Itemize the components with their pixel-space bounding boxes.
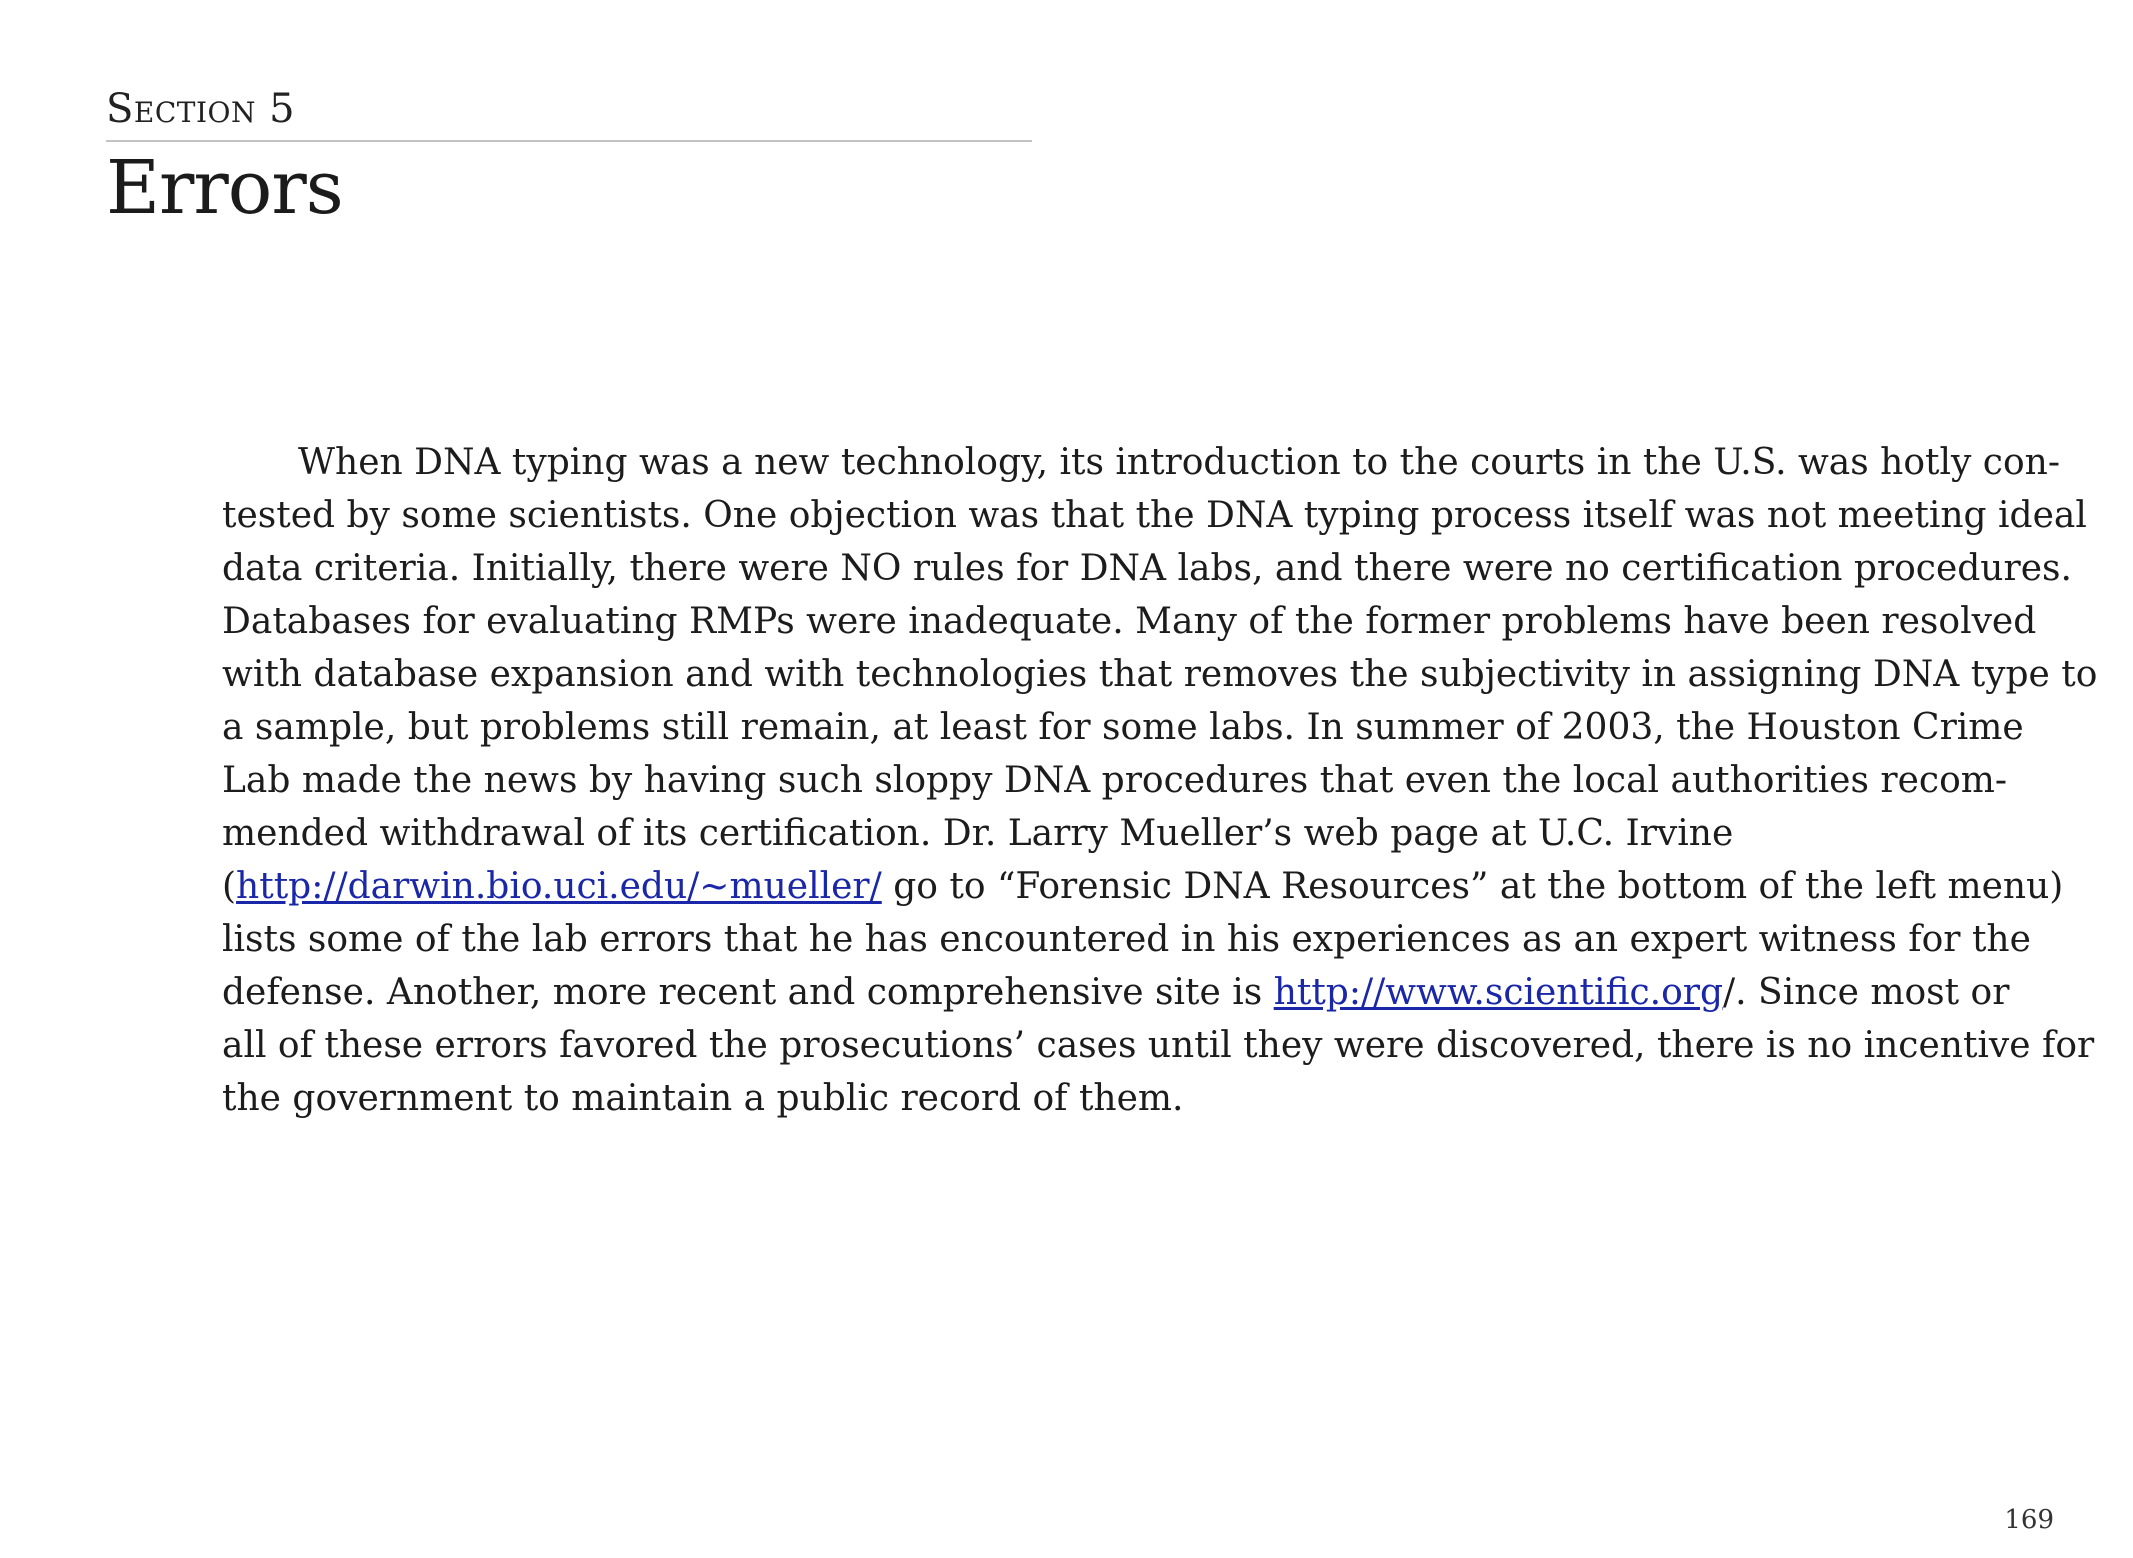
body-paragraph: [222, 436, 2098, 1125]
section-label: Section 5: [106, 86, 296, 132]
paragraph-line-with-link: [222, 966, 2010, 1019]
paragraph-line: with database expansion and with technologies that removes the subjectivity in assigning DNA type to: [222, 654, 2098, 695]
paragraph-line-with-link: [222, 860, 2064, 913]
paragraph-line: all of these errors favored the prosecutions’ cases until they were discovered, there is no incentive for: [222, 1025, 2095, 1066]
paragraph-line: data criteria. Initially, there were NO rules for DNA labs, and there were no certification procedures.: [222, 548, 2072, 589]
page-title: Errors: [106, 145, 343, 231]
scientific-org-link[interactable]: http://www.scientific.org: [1273, 972, 1724, 1013]
line-suffix: go to “Forensic DNA Resources” at the bottom of the left menu): [881, 866, 2064, 907]
paragraph-line: the government to maintain a public record of them.: [222, 1078, 1184, 1119]
line-suffix: /. Since most or: [1723, 972, 2010, 1013]
paragraph-line: tested by some scientists. One objection was that the DNA typing process itself was not meeting ideal: [222, 495, 2087, 536]
paragraph-line: When DNA typing was a new technology, its introduction to the courts in the U.S. was hotly con-: [298, 442, 2060, 483]
mueller-link[interactable]: http://darwin.bio.uci.edu/~mueller/: [236, 866, 882, 907]
paragraph-line: mended withdrawal of its certification. Dr. Larry Mueller’s web page at U.C. Irvine: [222, 813, 1734, 854]
paragraph-line: a sample, but problems still remain, at least for some labs. In summer of 2003, the Houston Crime: [222, 707, 2024, 748]
paragraph-line: lists some of the lab errors that he has encountered in his experiences as an expert witness for the: [222, 919, 2031, 960]
line-prefix: (: [222, 866, 237, 907]
paragraph-line: Databases for evaluating RMPs were inadequate. Many of the former problems have been resolved: [222, 601, 2037, 642]
section-header: [106, 84, 1032, 234]
page-number: 169: [2004, 1505, 2054, 1535]
paragraph-line: Lab made the news by having such sloppy DNA procedures that even the local authorities recom-: [222, 760, 2008, 801]
line-prefix: defense. Another, more recent and comprehensive site is: [222, 972, 1274, 1013]
